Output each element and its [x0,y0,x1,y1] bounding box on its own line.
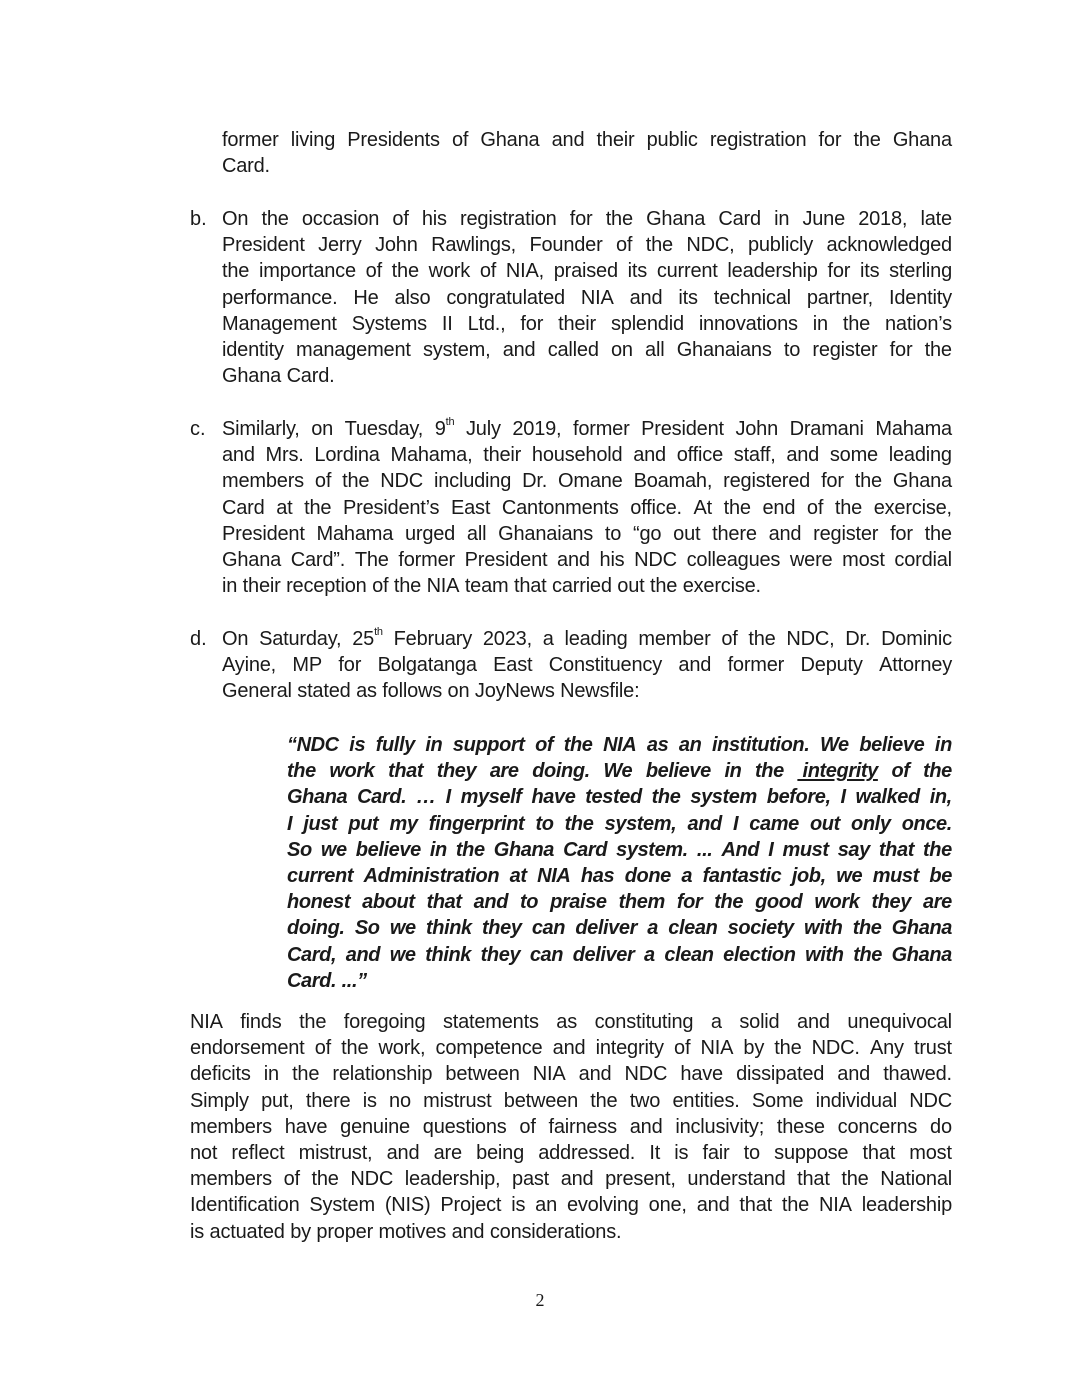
text-line: Simply put, there is no mistrust between the two entities. Some individual NDC [190,1089,952,1112]
text-line: the work that they are doing. We believe in the integrity of the [287,760,952,783]
text-line: Identification System (NIS) Project is an evolving one, and that the NIA leadership [190,1194,952,1217]
text-line: So we believe in the Ghana Card system. ... And I must say that the [287,838,952,861]
text-line: President Mahama urged all Ghanaians to “go out there and register for the [222,522,952,545]
text-line: On the occasion of his registration for the Ghana Card in June 2018, late [222,208,952,230]
text-line: the importance of the work of NIA, praised its current leadership for its sterling [222,260,952,283]
text-line: Management Systems II Ltd., for their splendid innovations in the nation’s [222,312,952,335]
text-line: identity management system, and called on all Ghanaians to register for the [222,339,952,361]
text-line: Card, and we think they can deliver a clean election with the Ghana [287,943,952,966]
text-line: members have genuine questions of fairness and inclusivity; these concerns do [190,1115,952,1138]
text-line: Ghana Card. [222,365,335,388]
text-line: I just put my fingerprint to the system, and I came out only once. [287,812,952,835]
text-line: Ghana Card”. The former President and his NDC colleagues were most cordial [222,549,952,571]
text-line: not reflect mistrust, and are being addressed. It is fair to suppose that most [190,1142,952,1164]
text-line: Ghana Card. … I myself have tested the system before, I walked in, [287,786,952,809]
page-number: 2 [535,1290,545,1310]
text-line: Similarly, on Tuesday, 9th July 2019, former President John Dramani Mahama [222,416,952,440]
text-line: current Administration at NIA has done a fantastic job, we must be [287,865,952,887]
text-line: “NDC is fully in support of the NIA as an institution. We believe in [287,734,952,756]
text-line: doing. So we think they can deliver a clean society with the Ghana [287,917,952,940]
text-line: endorsement of the work, competence and integrity of NIA by the NDC. Any trust [190,1037,952,1060]
text-line: Card. ...” [287,969,367,992]
text-line: deficits in the relationship between NIA and NDC have dissipated and thawed. [190,1063,952,1086]
text-line: performance. He also congratulated NIA and its technical partner, Identity [222,286,952,309]
text-line: President Jerry John Rawlings, Founder of the NDC, publicly acknowledged [222,234,952,257]
text-line: members of the NDC leadership, past and present, understand that the National [190,1168,952,1191]
text-line: members of the NDC including Dr. Omane Boamah, registered for the Ghana [222,470,952,493]
text-line: Card. [222,155,270,178]
text-line: On Saturday, 25th February 2023, a leading member of the NDC, Dr. Dominic [222,626,952,650]
text-line: former living Presidents of Ghana and their public registration for the Ghana [222,129,952,151]
text-line: is actuated by proper motives and considerations. [190,1220,622,1243]
list-marker: d. [190,628,207,650]
text-line: and Mrs. Lordina Mahama, their household and office staff, and some leading [222,444,952,467]
text-line: Ayine, MP for Bolgatanga East Constituency and former Deputy Attorney [222,654,952,677]
text-line: Card at the President’s East Cantonments office. At the end of the exercise, [222,496,952,519]
text-line: NIA finds the foregoing statements as constituting a solid and unequivocal [190,1011,952,1033]
list-marker: c. [190,418,206,440]
underlined-word: integrity [797,760,878,783]
list-marker: b. [190,208,207,230]
text-line: in their reception of the NIA team that carried out the exercise. [222,575,761,598]
text-line: honest about that and to praise them for the good work they are [287,891,952,914]
text-line: General stated as follows on JoyNews Newsfile: [222,680,640,703]
